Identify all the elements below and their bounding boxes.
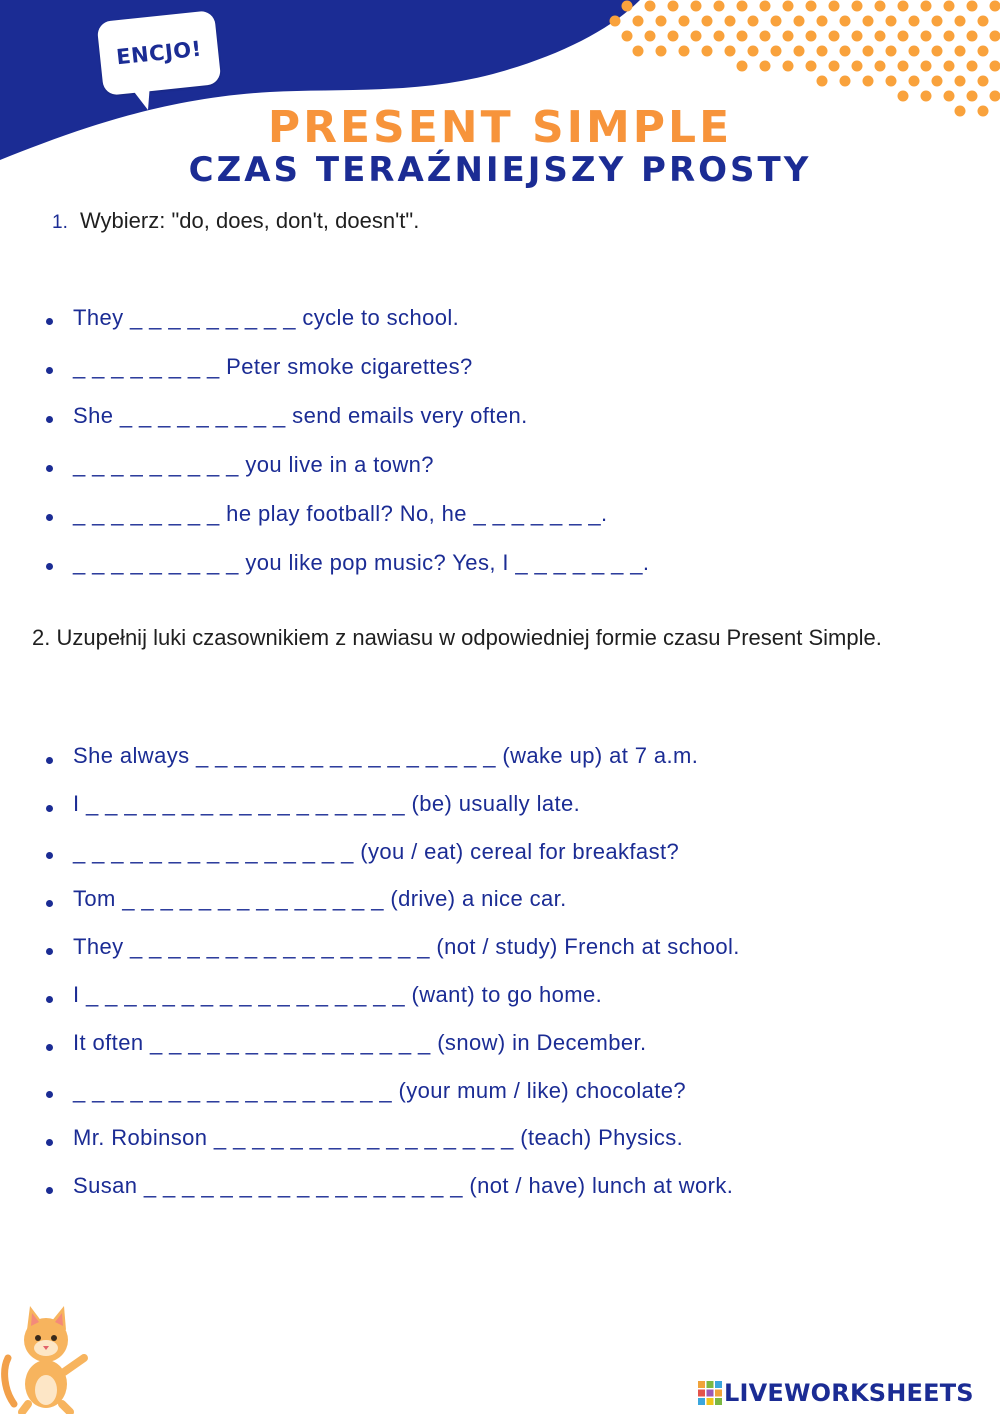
decorative-dot [817, 46, 828, 57]
liveworksheets-wordmark: LIVEWORKSHEETS [724, 1379, 974, 1407]
decorative-dot [748, 46, 759, 57]
decorative-dot [932, 16, 943, 27]
decorative-dot [806, 31, 817, 42]
decorative-dot [829, 31, 840, 42]
decorative-dot [668, 31, 679, 42]
decorative-dot [840, 16, 851, 27]
decorative-dot [909, 16, 920, 27]
decorative-dot [622, 1, 633, 12]
decorative-dot [840, 76, 851, 87]
decorative-dot [645, 1, 656, 12]
exercise-2-item[interactable]: They _ _ _ _ _ _ _ _ _ _ _ _ _ _ _ _ (not / study) French at school. [42, 927, 982, 975]
decorative-dot [771, 46, 782, 57]
decorative-dot [622, 31, 633, 42]
decorative-dot [990, 61, 1000, 72]
decorative-dot [909, 76, 920, 87]
decorative-dot [990, 91, 1000, 102]
decorative-dot [944, 91, 955, 102]
decorative-dot [909, 46, 920, 57]
exercise-2-item[interactable]: It often _ _ _ _ _ _ _ _ _ _ _ _ _ _ _ (snow) in December. [42, 1023, 982, 1071]
decorative-dot [898, 1, 909, 12]
decorative-dot [656, 16, 667, 27]
decorative-dot [737, 1, 748, 12]
decorative-dot [944, 31, 955, 42]
decorative-dot [737, 61, 748, 72]
decorative-dot [875, 61, 886, 72]
page-subtitle: CZAS TERAŹNIEJSZY PROSTY [188, 150, 812, 190]
decorative-dot [679, 16, 690, 27]
decorative-dot [829, 1, 840, 12]
decorative-dot [967, 61, 978, 72]
decorative-dot [886, 76, 897, 87]
decorative-dot [806, 1, 817, 12]
decorative-dot [794, 16, 805, 27]
decorative-dot [852, 31, 863, 42]
exercise-1-item[interactable]: _ _ _ _ _ _ _ _ he play football? No, he _ _ _ _ _ _ _. [42, 492, 982, 541]
decorative-dot [875, 1, 886, 12]
decorative-dot [679, 46, 690, 57]
exercise-2-item[interactable]: Tom _ _ _ _ _ _ _ _ _ _ _ _ _ _ (drive) a nice car. [42, 879, 982, 927]
exercise-2-instruction: 2. Uzupełnij luki czasownikiem z nawiasu w odpowiedniej formie czasu Present Simple. [32, 625, 882, 650]
decorative-dot [932, 46, 943, 57]
decorative-dot [875, 31, 886, 42]
exercise-1-list [42, 296, 982, 590]
decorative-dot [967, 91, 978, 102]
decorative-dot [656, 46, 667, 57]
decorative-dot [932, 76, 943, 87]
exercise-1-item[interactable]: They _ _ _ _ _ _ _ _ _ cycle to school. [42, 296, 982, 345]
decorative-dot [944, 61, 955, 72]
decorative-dot [863, 76, 874, 87]
decorative-dot [978, 46, 989, 57]
decorative-dot [737, 31, 748, 42]
decorative-dot [714, 1, 725, 12]
decorative-dot [829, 61, 840, 72]
decorative-dot [955, 46, 966, 57]
decorative-dot [978, 16, 989, 27]
decorative-dot [863, 46, 874, 57]
exercise-1-item[interactable]: She _ _ _ _ _ _ _ _ _ send emails very often. [42, 394, 982, 443]
decorative-dot [863, 16, 874, 27]
exercise-2-item[interactable]: I _ _ _ _ _ _ _ _ _ _ _ _ _ _ _ _ _ (want) to go home. [42, 975, 982, 1023]
exercise-1-item[interactable]: _ _ _ _ _ _ _ _ _ you like pop music? Yes, I _ _ _ _ _ _ _. [42, 541, 982, 590]
decorative-dot [898, 91, 909, 102]
exercise-2-item[interactable]: _ _ _ _ _ _ _ _ _ _ _ _ _ _ _ _ _ (your mum / like) chocolate? [42, 1071, 982, 1119]
decorative-dot [783, 1, 794, 12]
decorative-dot [955, 76, 966, 87]
exercise-2-item[interactable]: She always _ _ _ _ _ _ _ _ _ _ _ _ _ _ _ _ (wake up) at 7 a.m. [42, 736, 982, 784]
decorative-dot [806, 61, 817, 72]
decorative-dot [978, 76, 989, 87]
decorative-dot [633, 46, 644, 57]
encjo-logo [96, 10, 221, 96]
decorative-dot [691, 31, 702, 42]
decorative-dot [760, 61, 771, 72]
decorative-dot [852, 61, 863, 72]
decorative-dot [702, 16, 713, 27]
decorative-dot [967, 1, 978, 12]
decorative-dot-pattern [596, 0, 1000, 118]
decorative-dot [714, 31, 725, 42]
exercise-1-item[interactable]: _ _ _ _ _ _ _ _ _ you live in a town? [42, 443, 982, 492]
exercise-2-list [42, 736, 982, 1214]
decorative-dot [783, 31, 794, 42]
exercise-1-instruction [52, 208, 419, 234]
decorative-dot [990, 1, 1000, 12]
decorative-dot [852, 1, 863, 12]
decorative-dot [921, 91, 932, 102]
decorative-dot [921, 1, 932, 12]
logo-text: ENCJO! [115, 36, 203, 70]
decorative-dot [748, 16, 759, 27]
exercise-2-item[interactable]: Susan _ _ _ _ _ _ _ _ _ _ _ _ _ _ _ _ _ (not / have) lunch at work. [42, 1166, 982, 1214]
decorative-dot [725, 16, 736, 27]
decorative-dot [645, 31, 656, 42]
decorative-dot [898, 61, 909, 72]
exercise-1-item[interactable]: _ _ _ _ _ _ _ _ Peter smoke cigarettes? [42, 345, 982, 394]
decorative-dot [886, 46, 897, 57]
decorative-dot [668, 1, 679, 12]
decorative-dot [886, 16, 897, 27]
decorative-dot [944, 1, 955, 12]
cat-mascot-icon [0, 1300, 100, 1414]
decorative-dot [840, 46, 851, 57]
decorative-dot [967, 31, 978, 42]
decorative-dot [794, 46, 805, 57]
exercise-2-item[interactable]: _ _ _ _ _ _ _ _ _ _ _ _ _ _ _ (you / eat) cereal for breakfast? [42, 832, 982, 880]
decorative-dot [783, 61, 794, 72]
exercise-1-text: Wybierz: "do, does, don't, doesn't". [79, 208, 420, 233]
decorative-dot [817, 16, 828, 27]
exercise-2-item[interactable]: Mr. Robinson _ _ _ _ _ _ _ _ _ _ _ _ _ _ _ _ (teach) Physics. [42, 1118, 982, 1166]
decorative-dot [921, 61, 932, 72]
decorative-dot [760, 1, 771, 12]
page-title: PRESENT SIMPLE [267, 102, 733, 153]
decorative-dot [691, 1, 702, 12]
liveworksheets-logo-icon [698, 1381, 722, 1405]
decorative-dot [990, 31, 1000, 42]
exercise-1-number: 1. [52, 212, 68, 233]
decorative-dot [725, 46, 736, 57]
decorative-dot [760, 31, 771, 42]
decorative-dot [817, 76, 828, 87]
decorative-dot [955, 16, 966, 27]
exercise-2-item[interactable]: I _ _ _ _ _ _ _ _ _ _ _ _ _ _ _ _ _ (be) usually late. [42, 784, 982, 832]
decorative-dot [702, 46, 713, 57]
decorative-dot [921, 31, 932, 42]
decorative-dot [898, 31, 909, 42]
liveworksheets-brand [698, 1378, 974, 1408]
decorative-dot [610, 16, 621, 27]
decorative-dot [633, 16, 644, 27]
decorative-dot [771, 16, 782, 27]
